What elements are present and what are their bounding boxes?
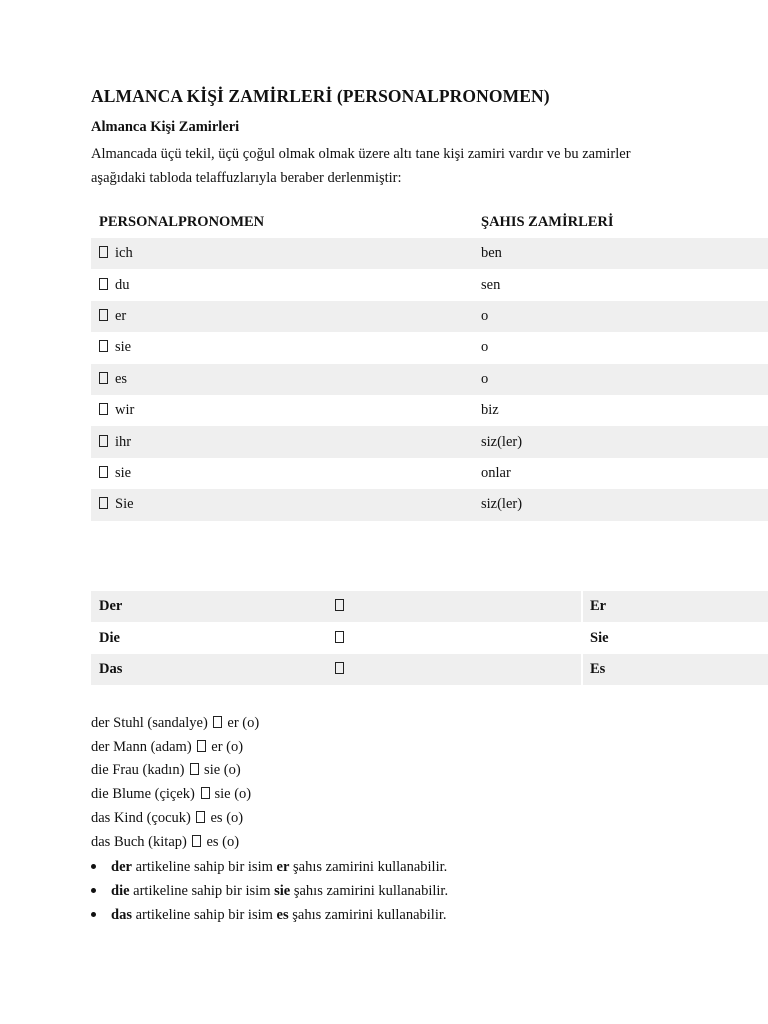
turkish-pronoun: o	[481, 301, 768, 332]
rule-item	[91, 855, 448, 879]
table-row	[91, 332, 768, 363]
rule-pronoun: er	[276, 859, 290, 875]
missing-glyph-icon	[99, 403, 108, 415]
turkish-pronoun: sen	[481, 276, 501, 293]
german-pronoun: ich	[115, 245, 133, 262]
missing-glyph-icon	[99, 435, 108, 447]
missing-glyph-icon	[99, 340, 108, 352]
bullet-icon	[91, 864, 96, 869]
pronoun-table	[91, 206, 768, 521]
rule-article: die	[111, 883, 130, 899]
example-line	[91, 831, 259, 855]
rule-middle: artikeline sahip bir isim	[131, 907, 277, 923]
bullet-icon	[91, 888, 96, 893]
turkish-pronoun: o	[481, 364, 768, 395]
pronoun-cell: Er	[582, 591, 768, 622]
rule-item	[91, 879, 448, 903]
table-row	[91, 622, 768, 653]
example-pronoun: sie (o)	[204, 762, 241, 779]
document-title: ALMANCA KİŞİ ZAMİRLERİ (PERSONALPRONOMEN)	[91, 86, 550, 106]
pronoun-cell: Es	[582, 654, 768, 685]
german-pronoun: sie	[115, 464, 132, 481]
missing-glyph-icon	[197, 740, 206, 752]
table-row	[91, 591, 768, 622]
missing-glyph-icon	[335, 662, 344, 674]
german-pronoun-cell	[91, 364, 481, 395]
missing-glyph-icon	[196, 811, 205, 823]
missing-glyph-icon	[99, 497, 108, 509]
turkish-pronoun: siz(ler)	[481, 426, 768, 457]
german-pronoun: sie	[115, 339, 132, 356]
turkish-pronoun: ben	[481, 238, 768, 269]
arrow-cell	[335, 622, 582, 653]
missing-glyph-icon	[190, 763, 199, 775]
rule-item	[91, 903, 448, 927]
table-row	[91, 301, 768, 332]
table-row	[91, 395, 768, 426]
turkish-pronoun: siz(ler)	[481, 489, 768, 520]
missing-glyph-icon	[213, 716, 222, 728]
header-sahis-zamirleri: ŞAHIS ZAMİRLERİ	[481, 213, 614, 230]
missing-glyph-icon	[192, 835, 201, 847]
example-noun: der Mann (adam)	[91, 738, 192, 755]
german-pronoun-cell	[91, 489, 481, 520]
turkish-pronoun: onlar	[481, 464, 511, 481]
example-noun: die Frau (kadın)	[91, 762, 185, 779]
rule-end: şahıs zamirini kullanabilir.	[289, 859, 448, 875]
rule-article: das	[111, 907, 132, 923]
arrow-cell	[335, 654, 582, 685]
rule-pronoun: es	[276, 907, 289, 923]
turkish-pronoun: biz	[481, 402, 499, 419]
bullet-icon	[91, 912, 96, 917]
german-pronoun: wir	[115, 402, 135, 419]
missing-glyph-icon	[99, 372, 108, 384]
german-pronoun: es	[115, 370, 128, 387]
pronoun-cell: Sie	[590, 629, 609, 646]
example-line	[91, 736, 259, 760]
german-pronoun: Sie	[115, 496, 134, 513]
table-row	[91, 458, 768, 489]
table-row	[91, 426, 768, 457]
german-pronoun-cell	[91, 395, 481, 426]
example-noun: das Buch (kitap)	[91, 833, 187, 850]
table-row	[91, 364, 768, 395]
example-noun: das Kind (çocuk)	[91, 809, 191, 826]
example-line	[91, 783, 259, 807]
example-pronoun: es (o)	[210, 809, 244, 826]
example-pronoun: er (o)	[211, 738, 244, 755]
article-cell: Das	[91, 654, 335, 685]
missing-glyph-icon	[99, 278, 108, 290]
example-noun: die Blume (çiçek)	[91, 786, 195, 803]
missing-glyph-icon	[99, 309, 108, 321]
missing-glyph-icon	[335, 599, 344, 611]
arrow-cell	[335, 591, 582, 622]
rule-middle: artikeline sahip bir isim	[129, 883, 275, 899]
german-pronoun-cell	[91, 301, 481, 332]
example-pronoun: es (o)	[206, 833, 240, 850]
german-pronoun: du	[115, 276, 130, 293]
section-subtitle: Almanca Kişi Zamirleri	[91, 119, 240, 135]
example-pronoun: sie (o)	[214, 786, 252, 803]
table-row	[91, 238, 768, 269]
german-pronoun: ihr	[115, 433, 132, 450]
example-line	[91, 759, 259, 783]
header-personalpronomen: PERSONALPRONOMEN	[99, 213, 265, 230]
rules-list	[91, 855, 448, 927]
missing-glyph-icon	[335, 631, 344, 643]
table-row	[91, 269, 768, 300]
turkish-pronoun: o	[481, 339, 489, 356]
german-pronoun-cell	[91, 238, 481, 269]
german-pronoun: er	[115, 307, 127, 324]
table-row	[91, 654, 768, 685]
german-pronoun-cell	[91, 426, 481, 457]
article-cell: Der	[91, 591, 335, 622]
rule-pronoun: sie	[274, 883, 291, 899]
missing-glyph-icon	[99, 246, 108, 258]
rule-middle: artikeline sahip bir isim	[131, 859, 277, 875]
intro-paragraph	[91, 142, 711, 190]
article-table	[91, 591, 768, 685]
rule-article: der	[111, 859, 132, 875]
example-noun: der Stuhl (sandalye)	[91, 715, 208, 731]
article-cell: Die	[99, 629, 120, 646]
pronoun-table-header-row	[91, 206, 768, 238]
missing-glyph-icon	[99, 466, 108, 478]
intro-line: aşağıdaki tabloda telaffuzlarıyla beraber derlenmiştir:	[91, 170, 402, 186]
german-pronoun-cell	[91, 458, 481, 489]
german-pronoun-cell	[91, 332, 481, 363]
example-line	[91, 712, 259, 736]
rule-end: şahıs zamirini kullanabilir.	[290, 883, 449, 899]
german-pronoun-cell	[91, 269, 481, 300]
table-row	[91, 489, 768, 520]
intro-line: Almancada üçü tekil, üçü çoğul olmak olmak üzere altı tane kişi zamiri vardır ve bu zamirler	[91, 146, 631, 162]
rule-end: şahıs zamirini kullanabilir.	[288, 907, 447, 923]
example-list	[91, 712, 259, 854]
missing-glyph-icon	[201, 787, 210, 799]
example-pronoun: er (o)	[227, 715, 260, 731]
example-line	[91, 807, 259, 831]
